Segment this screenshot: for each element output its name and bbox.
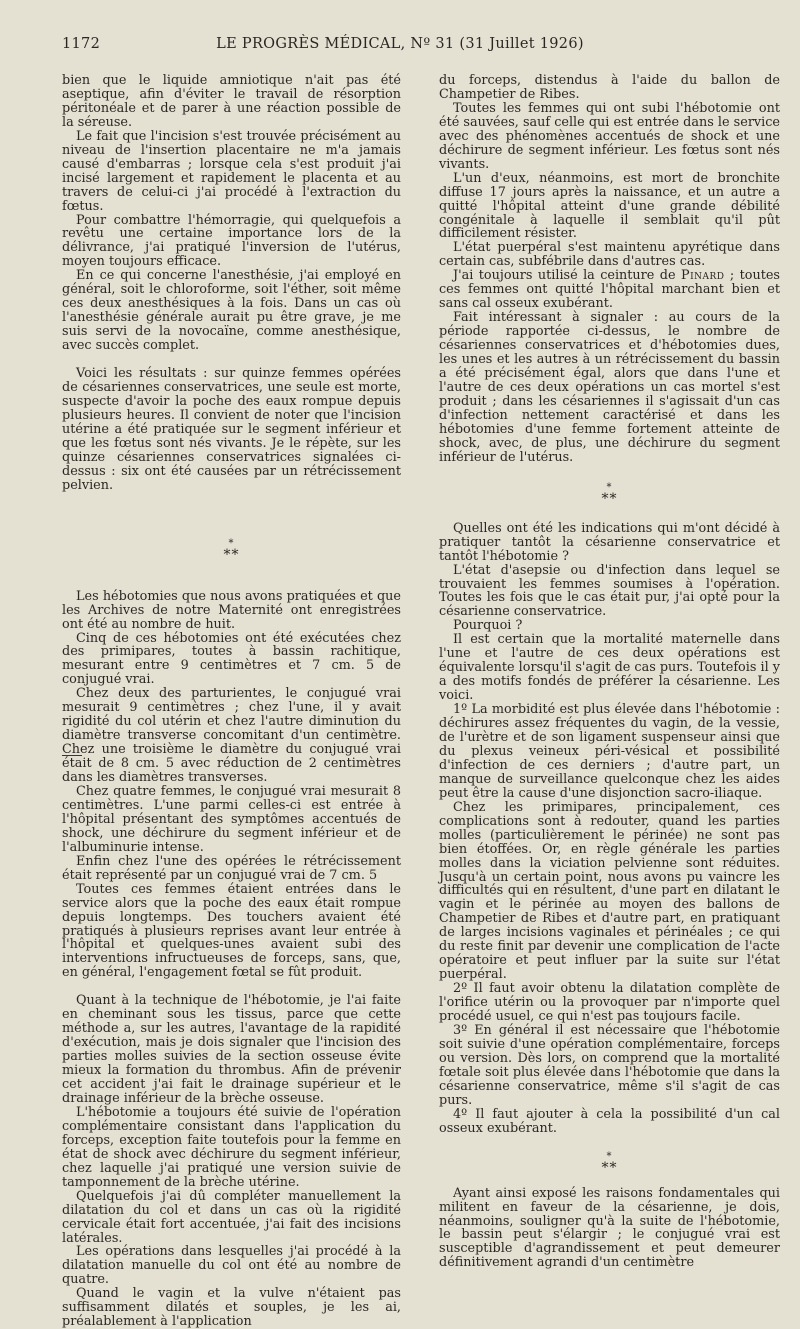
paragraph: Cinq de ces hébotomies ont été exécutées chez des primipares, toutes à bassin rachitique, mesurant entre 9 centimètres et 7 cm. 5 de conjugué vrai. bbox=[62, 630, 401, 688]
running-title: LE PROGRÈS MÉDICAL, Nº 31 (31 Juillet 1926) bbox=[216, 36, 584, 52]
author-name: Pinard bbox=[680, 268, 725, 284]
paragraph: L'hébotomie a toujours été suivie de l'opération complémentaire consistant dans l'application du forceps, exception faite toutefois pour la femme en état de shock avec déchirure du segment inférieur, chez laquelle j'ai pratiqué une version suivie de tamponnement de la brèche utérine. bbox=[62, 1104, 401, 1190]
section-separator: * ** bbox=[601, 481, 618, 507]
paragraph: Chez quatre femmes, le conjugué vrai mesurait 8 centimètres. L'une parmi celles-ci est entrée à l'hôpital présentant des symptômes accentués de shock, une déchirure du segment inférieur et de l'albuminurie intense. bbox=[62, 783, 401, 855]
paragraph: Ayant ainsi exposé les raisons fondamentales qui militent en faveur de la césarienne, je dois, néanmoins, souligner qu'à la suite de l'hébotomie, le bassin peut s'élargir ; le conjugué vrai est susceptible d'agrandissement et peut demeurer définitivement agrandi d'un centimètre bbox=[439, 1185, 780, 1271]
paragraph: Chez deux des parturientes, le conjugué vrai mesurait 9 centimètres ; chez l'une, il y avait rigidité du col utérin et chez l'autre diminution du diamètre transverse concomitant d'un centimètre. Chez une troisième le diamètre du conjugué vrai était de 8 cm. 5 avec réduction de 2 centimètres dans les diamètres transverses. bbox=[62, 686, 401, 786]
paragraph: L'un d'eux, néanmoins, est mort de bronchite diffuse 17 jours après la naissance, et un autre a quitté l'hôpital atteint d'une grande débilité congénitale à laquelle il semblait qu'il pût difficilement résister. bbox=[439, 170, 780, 242]
paragraph: Toutes les femmes qui ont subi l'hébotomie ont été sauvées, sauf celle qui est entrée dans le service avec des phénomènes accentués de shock et une déchirure de segment inférieur. Les fœtus sont nés vivants. bbox=[439, 100, 780, 172]
paragraph: Quand le vagin et la vulve n'étaient pas suffisamment dilatés et souples, je les ai, préalablement à l'application bbox=[62, 1286, 401, 1329]
paragraph: bien que le liquide amniotique n'ait pas été aseptique, afin d'éviter le travail de résorption péritonéale et de parer à une réaction possible de la séreuse. bbox=[62, 73, 401, 130]
paragraph: Il est certain que la mortalité maternelle dans l'une et l'autre de ces deux opérations est équivalente lorsqu'il s'agit de cas purs. Toutefois il y a des motifs fondés de préférer la césarienne. Les voici. bbox=[439, 632, 780, 704]
paragraph: 3º En général il est nécessaire que l'hébotomie soit suivie d'une opération complémentaire, forceps ou version. Dès lors, on comprend que la mortalité fœtale soit plus élevée dans l'hébotomie que dans la césarienne conservatrice, même s'il s'agit de cas purs. bbox=[439, 1023, 780, 1108]
section-separator: * ** bbox=[223, 537, 240, 563]
paragraph: Voici les résultats : sur quinze femmes opérées de césariennes conservatrices, une seule est morte, suspecte d'avoir la poche des eaux rompue depuis plusieurs heures. Il convient de noter que l'incision utérine a été pratiquée sur le segment inférieur et que les fœtus sont nés vivants. Je le répète, sur les quinze césariennes conservatrices signalées ci-dessus : six ont été causées par un rétrécissement pelvien. bbox=[62, 366, 401, 493]
paragraph: 2º Il faut avoir obtenu la dilatation complète de l'orifice utérin ou la provoquer par n'importe quel procédé usuel, ce qui n'est pas toujours facile. bbox=[439, 981, 780, 1025]
paragraph: Toutes ces femmes étaient entrées dans le service alors que la poche des eaux était rompue depuis longtemps. Des touchers avaient été pratiqués à plusieurs reprises avant leur entrée à l'hôpital et quelques-unes avaient subi des interventions infructueuses de forceps, sans, que, en général, l'engagement fœtal se fût produit. bbox=[62, 881, 401, 981]
separator-rule bbox=[62, 755, 82, 756]
paragraph: Quelquefois j'ai dû compléter manuellement la dilatation du col et dans un cas où la rigidité cervicale était fort accentuée, j'ai fait des incisions latérales. bbox=[62, 1188, 401, 1246]
paragraph: Le fait que l'incision s'est trouvée précisément au niveau de l'insertion placentaire ne m'a jamais causé d'embarras ; lorsque cela s'est produit j'ai incisé largement et rapidement le placenta et au travers de celui-ci j'ai procédé à l'extraction du fœtus. bbox=[62, 128, 401, 214]
left-column bbox=[62, 74, 401, 1329]
paragraph: En ce qui concerne l'anesthésie, j'ai employé en général, soit le chloroforme, soit l'éther, soit même ces deux anesthésiques à la fois. Dans un cas où l'anesthésie générale aurait pu être grave, je me suis servi de la novocaïne, comme anesthésique, avec succès complet. bbox=[62, 268, 401, 354]
right-column bbox=[439, 74, 780, 1270]
section-separator: * ** bbox=[601, 1150, 618, 1176]
page-number: 1172 bbox=[62, 36, 101, 52]
paragraph: J'ai toujours utilisé la ceinture de Pinard ; toutes ces femmes ont quitté l'hôpital marchant bien et sans cal osseux exubérant. bbox=[439, 268, 780, 312]
paragraph: Enfin chez l'une des opérées le rétrécissement était représenté par un conjugué vrai de 7 cm. 5 bbox=[62, 853, 401, 883]
paragraph: 4º Il faut ajouter à cela la possibilité d'un cal osseux exubérant. bbox=[439, 1106, 780, 1136]
paragraph: Pour combattre l'hémorragie, qui quelquefois a revêtu une certaine importance lors de la délivrance, j'ai pratiqué l'inversion de l'utérus, moyen toujours efficace. bbox=[62, 212, 401, 270]
paragraph: Les opérations dans lesquelles j'ai procédé à la dilatation manuelle du col ont été au nombre de quatre. bbox=[62, 1244, 401, 1288]
paragraph: Quelles ont été les indications qui m'ont décidé à pratiquer tantôt la césarienne conservatrice et tantôt l'hébotomie ? bbox=[439, 520, 780, 564]
paragraph: L'état d'asepsie ou d'infection dans lequel se trouvaient les femmes soumises à l'opération. Toutes les fois que le cas était pur, j'ai opté pour la césarienne conservatrice. bbox=[439, 562, 780, 620]
paragraph: Chez les primipares, principalement, ces complications sont à redouter, quand les parties molles (particulièrement le périnée) ne sont pas bien étoffées. Or, en règle générale les parties molles dans la viciation pelvienne sont réduites. Jusqu'à un certain point, nous avons pu vaincre les difficultés qui en résultent, d'une part en dilatant le vagin et le périnée au moyen des ballons de Champetier de Ribes et d'autre part, en pratiquant de larges incisions vaginales et périnéales ; ce qui du reste finit par devenir une complication de l'acte opératoire et peut influer par la suite sur l'état puerpéral. bbox=[439, 799, 780, 983]
page-header bbox=[62, 36, 738, 56]
paragraph: Fait intéressant à signaler : au cours de la période rapportée ci-dessus, le nombre de césariennes conservatrices et d'hébotomies dues, les unes et les autres à un rétrécissement du bassin a été précisément égal, alors que dans l'une et l'autre de ces deux opérations un cas mortel s'est produit ; dans les césariennes il s'agissait d'un cas d'infection nettement caractérisé et dans les hébotomies d'une femme fortement atteinte de shock, avec, de plus, une déchirure du segment inférieur de l'utérus. bbox=[439, 310, 780, 465]
paragraph: Quant à la technique de l'hébotomie, je l'ai faite en cheminant sous les tissus, parce que cette méthode a, sur les autres, l'avantage de la rapidité d'exécution, mais je dois signaler que l'incision des parties molles suivies de la section osseuse évite mieux la formation du thrombus. Afin de prévenir cet accident j'ai fait le drainage supérieur et le drainage inférieur de la brèche osseuse. bbox=[62, 993, 401, 1106]
paragraph: 1º La morbidité est plus élevée dans l'hébotomie : déchirures assez fréquentes du vagin, de la vessie, de l'urètre et de son ligament suspenseur ainsi que du plexus veineux péri-vésical et possibilité d'infection de ces derniers ; d'autre part, un manque de surveillance quelconque chez les aides peut être la cause d'une disjonction sacro-iliaque. bbox=[439, 702, 780, 801]
paragraph: L'état puerpéral s'est maintenu apyrétique dans certain cas, subfébrile dans d'autres cas. bbox=[439, 240, 780, 270]
paragraph: du forceps, distendus à l'aide du ballon de Champetier de Ribes. bbox=[439, 73, 780, 102]
paragraph: Pourquoi ? bbox=[453, 618, 523, 634]
paragraph: Les hébotomies que nous avons pratiquées et que les Archives de notre Maternité ont enregistrées ont été au nombre de huit. bbox=[62, 588, 401, 632]
